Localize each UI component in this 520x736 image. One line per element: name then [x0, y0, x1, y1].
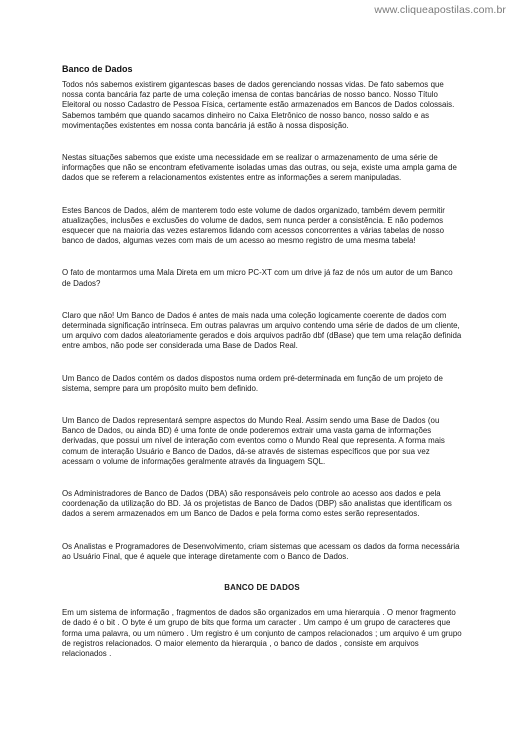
section-heading: BANCO DE DADOS	[224, 583, 300, 593]
paragraph: Todos nós sabemos existirem gigantescas bases de dados gerenciando nossas vidas. De fato sabemos que nossa conta bancária faz parte de uma coleção imensa de contas bancárias de nosso banco. Nosso Título Eleitoral ou nosso Cadastro de Pessoa Física, certamente estão armazenados em Bancos de Dados colossais. Sabemos também que quando sacamos dinheiro no Caixa Eletrônico de nosso banco, nosso saldo e as movimentações existentes em nossa conta bancária já estão à nossa disposição.	[62, 80, 455, 130]
paragraph: Claro que não! Um Banco de Dados é antes de mais nada uma coleção logicamente coerente de dados com determinada significação intrínseca. Em outras palavras um arquivo contendo uma série de dados de um cliente, um arquivo com dados aleatoriamente gerados e dois arquivos padrão dbf (dBase) que tem uma relação definida entre ambos, não pode ser considerada uma Base de Dados Real.	[62, 310, 462, 351]
section-paragraph: Em um sistema de informação , fragmentos de dados são organizados em uma hierarquia . O menor fragmento de dado é o bit . O byte é um grupo de bits que forma um caracter . Um campo é um grupo de caracteres que forma uma palavra, ou um número . Um registro é um conjunto de campos relacionados ; um arquivo é um grupo de registros relacionados. O maior elemento da hierarquia , o banco de dados , consiste em arquivos relacionados .	[62, 608, 462, 658]
site-watermark: www.cliqueapostilas.com.br	[374, 4, 506, 16]
document-page	[62, 64, 462, 681]
document-title: Banco de Dados	[62, 64, 133, 74]
paragraph: Um Banco de Dados contém os dados dispostos numa ordem pré-determinada em função de um projeto de sistema, sempre para um propósito muito bem definido.	[62, 373, 443, 393]
paragraph: Os Administradores de Banco de Dados (DBA) são responsáveis pelo controle ao acesso aos dados e pela coordenação da utilização do BD. Já os projetistas de Banco de Dados (DBP) são analistas que identificam os dados a serem armazenados em um Banco de Dados e pela forma como estes serão representados.	[62, 489, 452, 519]
paragraph: Estes Bancos de Dados, além de manterem todo este volume de dados organizado, também devem permitir atualizações, inclusões e exclusões do volume de dados, sem nunca perder a consistência. E não podemos esquecer que na maioria das vezes estaremos lidando com acessos concorrentes a várias tabelas de nosso banco de dados, algumas vezes com mais de um acesso ao mesmo registro de uma mesma tabela!	[62, 205, 445, 246]
paragraph: Os Analistas e Programadores de Desenvolvimento, criam sistemas que acessam os dados da forma necessária ao Usuário Final, que é aquele que interage diretamente com o Banco de Dados.	[62, 541, 460, 561]
paragraph: O fato de montarmos uma Mala Direta em um micro PC-XT com um drive já faz de nós um autor de um Banco de Dados?	[62, 268, 453, 288]
paragraph: Um Banco de Dados representará sempre aspectos do Mundo Real. Assim sendo uma Base de Dados (ou Banco de Dados, ou ainda BD) é uma fonte de onde poderemos extrair uma vasta gama de informações derivadas, que possui um nível de interação com eventos como o Mundo Real que representa. A forma mais comum de interação Usuário e Banco de Dados, dá-se através de sistemas específicos que por sua vez acessam o volume de informações geralmente através da linguagem SQL.	[62, 416, 445, 466]
paragraph: Nestas situações sabemos que existe uma necessidade em se realizar o armazenamento de uma série de informações que não se encontram efetivamente isoladas umas das outras, ou seja, existe uma ampla gama de dados que se referem a relacionamentos existentes entre as informações a serem manipuladas.	[62, 153, 457, 183]
